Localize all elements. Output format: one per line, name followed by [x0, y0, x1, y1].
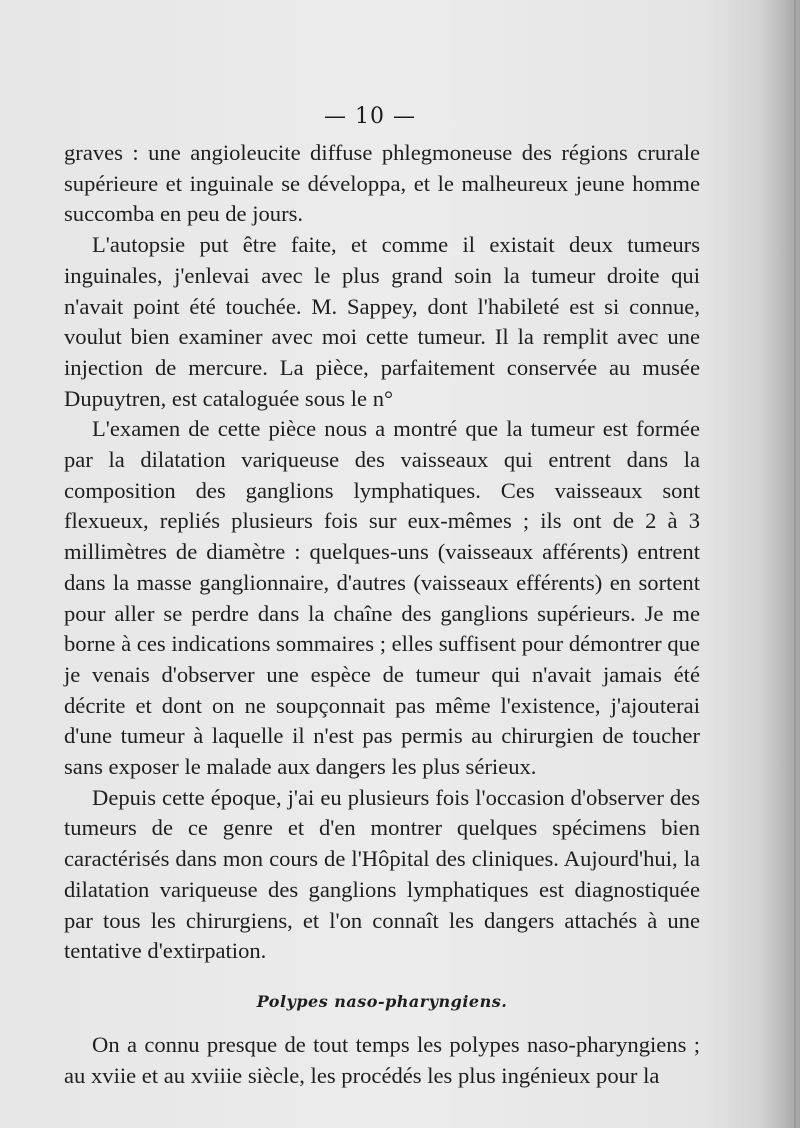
paragraph-continued: graves : une angioleucite diffuse phlegmoneuse des régions crurale supérieure et inguinale se développa, et le malheureux jeune homme succomba en peu de jours. [64, 140, 700, 227]
paragraph-autopsy: L'autopsie put être faite, et comme il existait deux tumeurs inguinales, j'enlevai avec le plus grand soin la tumeur droite qui n'avait point été touchée. M. Sappey, dont l'habileté est si connue, voulut bien examiner avec moi cette tumeur. Il la remplit avec une injection de mercure. La pièce, parfaitement conservée au musée Dupuytren, est cataloguée sous le n° [64, 232, 700, 411]
paragraph-polypes: On a connu presque de tout temps les polypes naso-pharyngiens ; au xviie et au xviiie siècle, les procédés les plus ingénieux pour la [64, 1031, 700, 1088]
section-heading: Polypes naso-pharyngiens. [256, 991, 508, 1011]
paragraph-examination: L'examen de cette pièce nous a montré que la tumeur est formée par la dilatation variqueuse des vaisseaux qui entrent dans la composition des ganglions lymphatiques. Ces vaisseaux sont flexueux, repliés plusieurs fois sur eux-mêmes ; ils ont de 2 à 3 millimètres de diamètre : quelques-uns (vaisseaux afférents) entrent dans la masse ganglionnaire, d'autres (vaisseaux efférents) en sortent pour aller se perdre dans la chaîne des ganglions supérieurs. Je me borne à ces indications sommaires ; elles suffisent pour démontrer que je venais d'observer une espèce de tumeur qui n'avait jamais été décrite et dont on ne soupçonnait pas même l'existence, j'ajouterai d'une tumeur à laquelle il n'est pas permis au chirurgien de toucher sans exposer le malade aux dangers les plus sérieux. [64, 416, 700, 780]
page-edge-line [794, 0, 796, 1128]
body-text [64, 138, 700, 1091]
page-number: — 10 — [324, 104, 416, 129]
paragraph-since-then: Depuis cette époque, j'ai eu plusieurs fois l'occasion d'observer des tumeurs de ce genre et d'en montrer quelques spécimens bien caractérisés dans mon cours de l'Hôpital des cliniques. Aujourd'hui, la dilatation variqueuse des ganglions lymphatiques est diagnostiquée par tous les chirurgiens, et l'on connaît les dangers attachés à une tentative d'extirpation. [64, 784, 700, 964]
